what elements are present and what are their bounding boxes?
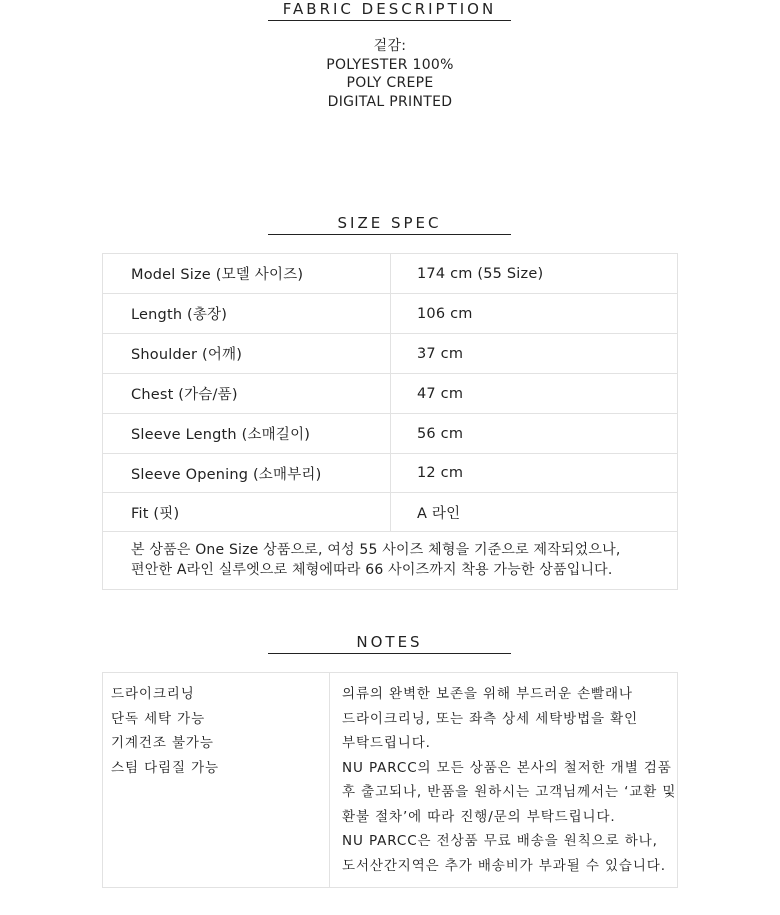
table-row xyxy=(103,454,678,493)
size-note-line: 편안한 A라인 실루엣으로 체형에따라 66 사이즈까지 착용 가능한 상품입니다. xyxy=(131,562,613,578)
notes-line: 환불 절차’에 따라 진행/문의 부탁드립니다. xyxy=(342,808,616,825)
spec-label: Fit (핏) xyxy=(103,493,391,532)
size-spec-title: SIZE SPEC xyxy=(268,214,511,235)
table-row xyxy=(103,294,678,334)
fabric-description xyxy=(0,37,780,111)
fabric-line: POLY CREPE xyxy=(346,75,434,91)
table-row xyxy=(103,374,678,414)
notes-line: 부탁드립니다. xyxy=(342,735,431,751)
notes-line: NU PARCC은 전상품 무료 배송을 원칙으로 하나, xyxy=(342,833,658,849)
spec-label: Shoulder (어깨) xyxy=(103,334,391,374)
care-item: 기계건조 불가능 xyxy=(111,735,214,751)
fabric-line: 겉감: xyxy=(373,38,407,54)
spec-value: A 라인 xyxy=(391,493,678,532)
spec-value: 37 cm xyxy=(391,334,678,374)
care-item: 드라이크리닝 xyxy=(111,686,195,702)
size-note-line: 본 상품은 One Size 상품으로, 여성 55 사이즈 체형을 기준으로 제작되었으나, xyxy=(131,542,621,558)
notes-line: 도서산간지역은 추가 배송비가 부과될 수 있습니다. xyxy=(342,857,666,874)
notes-line: 의류의 완벽한 보존을 위해 부드러운 손빨래나 xyxy=(342,686,633,702)
table-row xyxy=(103,673,678,888)
spec-label: Model Size (모델 사이즈) xyxy=(103,254,391,294)
spec-value: 56 cm xyxy=(391,414,678,454)
spec-value: 12 cm xyxy=(391,454,678,493)
fabric-description-title: FABRIC DESCRIPTION xyxy=(268,0,511,21)
fabric-line: DIGITAL PRINTED xyxy=(327,93,453,110)
table-row-note xyxy=(103,532,678,590)
notes-line: NU PARCC의 모든 상품은 본사의 철저한 개별 검품 xyxy=(342,759,672,776)
spec-label: Sleeve Length (소매길이) xyxy=(103,414,391,454)
size-spec-table xyxy=(102,253,678,590)
fabric-line: POLYESTER 100% xyxy=(326,56,454,73)
spec-value: 47 cm xyxy=(391,374,678,414)
care-item: 스팀 다림질 가능 xyxy=(111,759,219,776)
spec-value: 106 cm xyxy=(391,294,678,334)
table-row xyxy=(103,254,678,294)
care-instructions xyxy=(103,673,330,888)
notes-line: 후 출고되나, 반품을 원하시는 고객님께서는 ‘교환 및 xyxy=(342,784,677,800)
spec-value: 174 cm (55 Size) xyxy=(391,254,678,294)
notes-table xyxy=(102,672,678,888)
table-row xyxy=(103,493,678,532)
spec-label: Length (총장) xyxy=(103,294,391,334)
table-row xyxy=(103,334,678,374)
notes-title: NOTES xyxy=(268,633,511,654)
table-row xyxy=(103,414,678,454)
spec-label: Chest (가슴/품) xyxy=(103,374,391,414)
size-note xyxy=(103,532,678,590)
notes-line: 드라이크리닝, 또는 좌측 상세 세탁방법을 확인 xyxy=(342,710,639,727)
spec-label: Sleeve Opening (소매부리) xyxy=(103,454,391,493)
notes-info xyxy=(330,673,678,888)
care-item: 단독 세탁 가능 xyxy=(111,710,206,727)
